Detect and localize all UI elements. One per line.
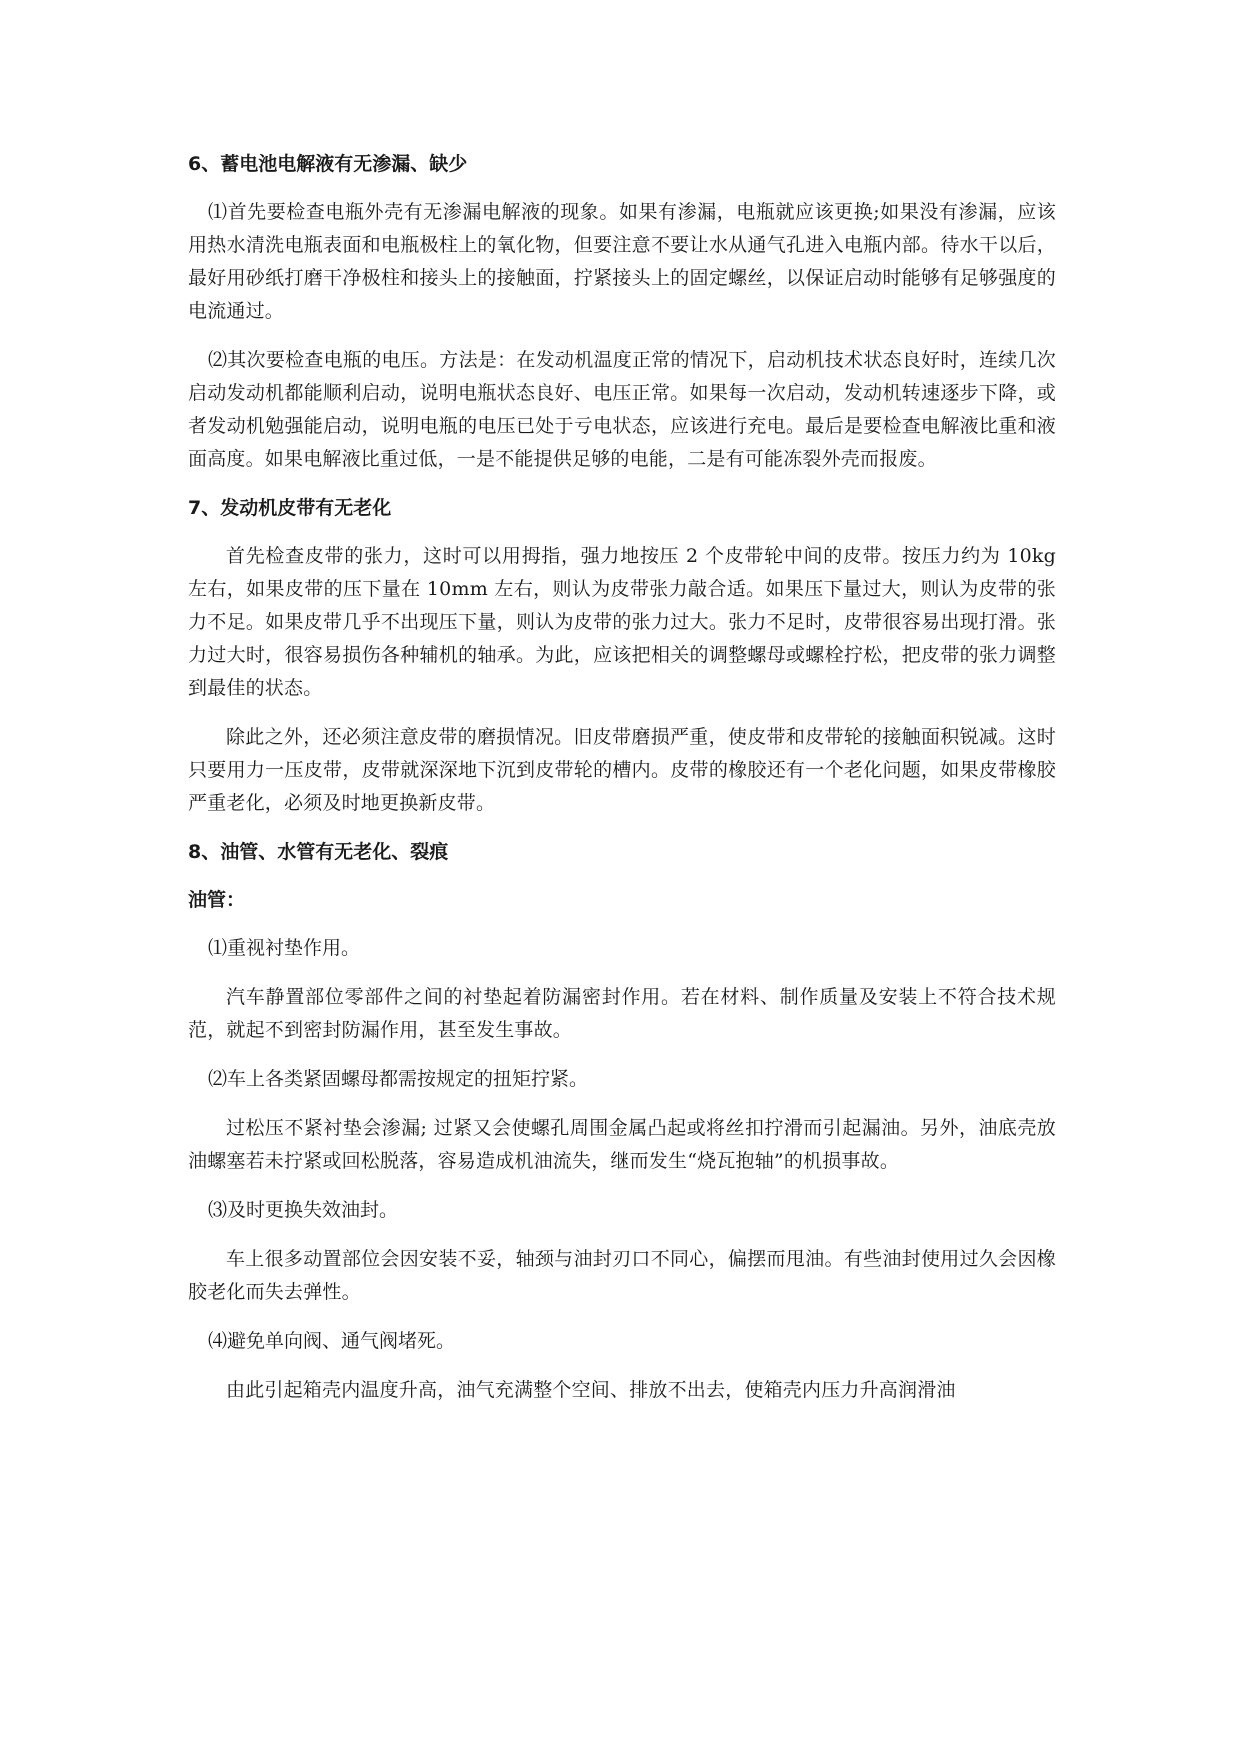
oil-pipe-item-1-title: ⑴重视衬垫作用。 bbox=[208, 937, 361, 959]
section-6-paragraph-2: ⑵其次要检查电瓶的电压。方法是：在发动机温度正常的情况下，启动机技术状态良好时，连续几次启动发动机都能顺利启动，说明电瓶状态良好、电压正常。如果每一次启动，发动机转速逐步下降，或者发动机勉强能启动，说明电瓶的电压已处于亏电状态，应该进行充电。最后是要检查电解液比重和液面高度。如果电解液比重过低，一是不能提供足够的电能，二是有可能冻裂外壳而报废。 bbox=[188, 349, 1056, 470]
section-7-paragraph-1: 首先检查皮带的张力，这时可以用拇指，强力地按压 2 个皮带轮中间的皮带。按压力约为 10kg 左右，如果皮带的压下量在 10mm 左右，则认为皮带张力敲合适。如果压下量过大，则认为皮带的张力不足。如果皮带几乎不出现压下量，则认为皮带的张力过大。张力不足时，皮带很容易出现打滑。张力过大时，很容易损伤各种辅机的轴承。为此，应该把相关的调整螺母或螺栓拧松，把皮带的张力调整到最佳的状态。 bbox=[188, 545, 1056, 699]
oil-pipe-item-1-body: 汽车静置部位零部件之间的衬垫起着防漏密封作用。若在材料、制作质量及安装上不符合技术规范，就起不到密封防漏作用，甚至发生事故。 bbox=[188, 986, 1056, 1041]
section-6-paragraph-1: ⑴首先要检查电瓶外壳有无渗漏电解液的现象。如果有渗漏，电瓶就应该更换;如果没有渗漏，应该用热水清洗电瓶表面和电瓶极柱上的氧化物，但要注意不要让水从通气孔进入电瓶内部。待水干以后，最好用砂纸打磨干净极柱和接头上的接触面，拧紧接头上的固定螺丝，以保证启动时能够有足够强度的电流通过。 bbox=[188, 201, 1056, 322]
section-7-paragraph-2: 除此之外，还必须注意皮带的磨损情况。旧皮带磨损严重，使皮带和皮带轮的接触面积锐减。这时只要用力一压皮带，皮带就深深地下沉到皮带轮的槽内。皮带的橡胶还有一个老化问题，如果皮带橡胶严重老化，必须及时地更换新皮带。 bbox=[188, 726, 1056, 814]
oil-pipe-item-2-body: 过松压不紧衬垫会渗漏; 过紧又会使螺孔周围金属凸起或将丝扣拧滑而引起漏油。另外，油底壳放油螺塞若未拧紧或回松脱落，容易造成机油流失，继而发生“烧瓦抱轴”的机损事故。 bbox=[188, 1117, 1056, 1172]
section-6-heading: 6、蓄电池电解液有无渗漏、缺少 bbox=[188, 153, 468, 175]
oil-pipe-item-4-title: ⑷避免单向阀、通气阀堵死。 bbox=[208, 1330, 456, 1352]
oil-pipe-item-3-body: 车上很多动置部位会因安装不妥，轴颈与油封刃口不同心，偏摆而甩油。有些油封使用过久会因橡胶老化而失去弹性。 bbox=[188, 1248, 1056, 1303]
document-body bbox=[188, 148, 1056, 1423]
oil-pipe-item-3-title: ⑶及时更换失效油封。 bbox=[208, 1199, 399, 1221]
oil-pipe-item-2-title: ⑵车上各类紧固螺母都需按规定的扭矩拧紧。 bbox=[208, 1068, 589, 1090]
oil-pipe-subheading: 油管： bbox=[188, 889, 246, 911]
oil-pipe-item-4-body: 由此引起箱壳内温度升高，油气充满整个空间、排放不出去，使箱壳内压力升高润滑油 bbox=[226, 1379, 956, 1401]
section-8-heading: 8、油管、水管有无老化、裂痕 bbox=[188, 841, 449, 863]
section-7-heading: 7、发动机皮带有无老化 bbox=[188, 497, 392, 519]
